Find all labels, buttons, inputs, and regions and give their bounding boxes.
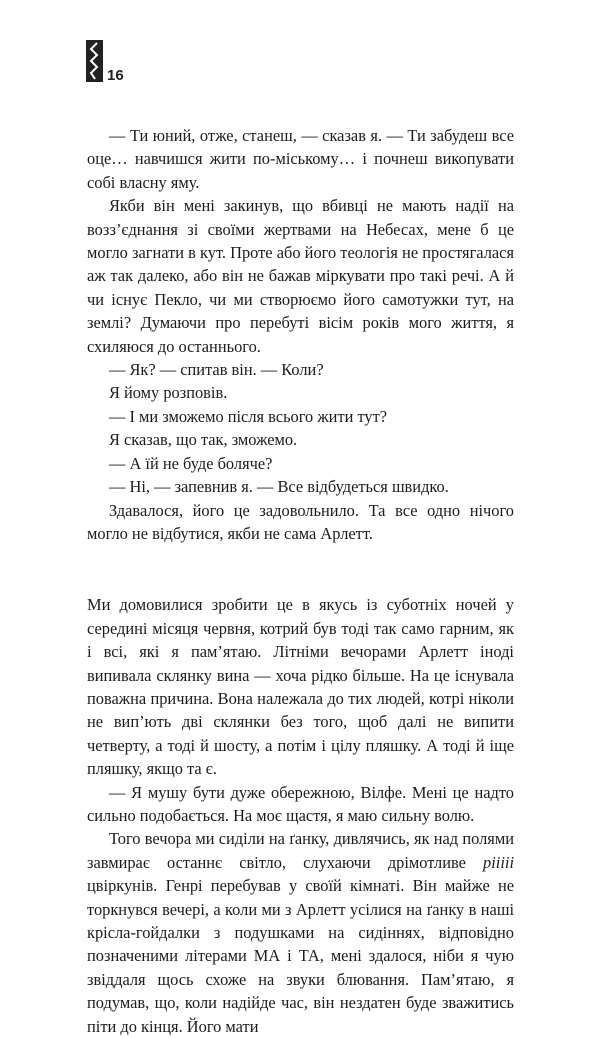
paragraph: Я йому розповів. (109, 383, 228, 403)
page-header (86, 40, 124, 82)
paragraph: — Ти юний, отже, станеш, — сказав я. — Ти забудеш все оце… навчишся жити по-міському… і почнеш викопувати собі власну яму. (87, 126, 514, 192)
section-break (87, 545, 514, 593)
page-number: 16 (107, 67, 124, 84)
paragraph: — А їй не буде боляче? (109, 453, 273, 473)
page-body (87, 124, 514, 1038)
paragraph: Якби він мені закинув, що вбивці не мають надії на возз’єднання зі своїми жертвами на Небесах, мене б це могло загнати в кут. Проте або його теологія не простягалася аж так далеко, або він не бажав міркувати про такі речі. А й чи існує Пекло, чи ми створюємо його самотужки тут, на землі? Думаючи про перебуті вісім років мого життя, я схиляюся до останнього. (87, 196, 514, 356)
paragraph: — Я мушу бути дуже обережною, Вілфе. Мені це надто сильно подобається. На моє щастя, я маю сильну волю. (87, 782, 514, 825)
text-run: Того вечора ми сиділи на ґанку, дивлячись, як над полями завмирає останнє світло, слухаючи дрімотливе (87, 829, 514, 872)
serpentine-bookmark-icon (86, 40, 103, 82)
paragraph: Я сказав, що так, зможемо. (109, 430, 298, 450)
paragraph: — І ми зможемо після всього жити тут? (109, 406, 388, 426)
paragraph: Здавалося, його це задовольнило. Та все одно нічого могло не відбутися, якби не сама Арлетт. (87, 500, 514, 543)
text-run: цвіркунів. Генрі перебував у своїй кімнаті. Він майже не торкнувся вечері, а коли ми з Арлетт усілися на ґанку в наші крісла-гойдалки з подушками на сидіннях, відповідно позначеними літерами МА і ТА, мені здалося, ніби я чую звіддаля щось схоже на звуки блювання. Пам’ятаю, я подумав, що, коли надійде час, він нездатен буде зважитись піти до кінця. Його мати (87, 876, 514, 1036)
paragraph: — Ні, — запевнив я. — Все відбудеться швидко. (109, 477, 449, 497)
paragraph (87, 827, 514, 1038)
paragraph: — Як? — спитав він. — Коли? (109, 360, 324, 380)
italic-sound: рііііі (483, 852, 514, 872)
paragraph: Ми домовилися зробити це в якусь із суботніх ночей у середині місяця червня, котрий був тоді так само гарним, як і всі, які я пам’ятаю. Літніми вечорами Арлетт іноді випивала склянку вина — хоча рідко більше. На це існувала поважна причина. Вона належала до тих людей, котрі ніколи не вип’ють дві склянки без того, щоб далі не випити четверту, а тоді й шосту, а потім і цілу пляшку. А тоді й іще пляшку, якщо та є. (87, 595, 514, 779)
